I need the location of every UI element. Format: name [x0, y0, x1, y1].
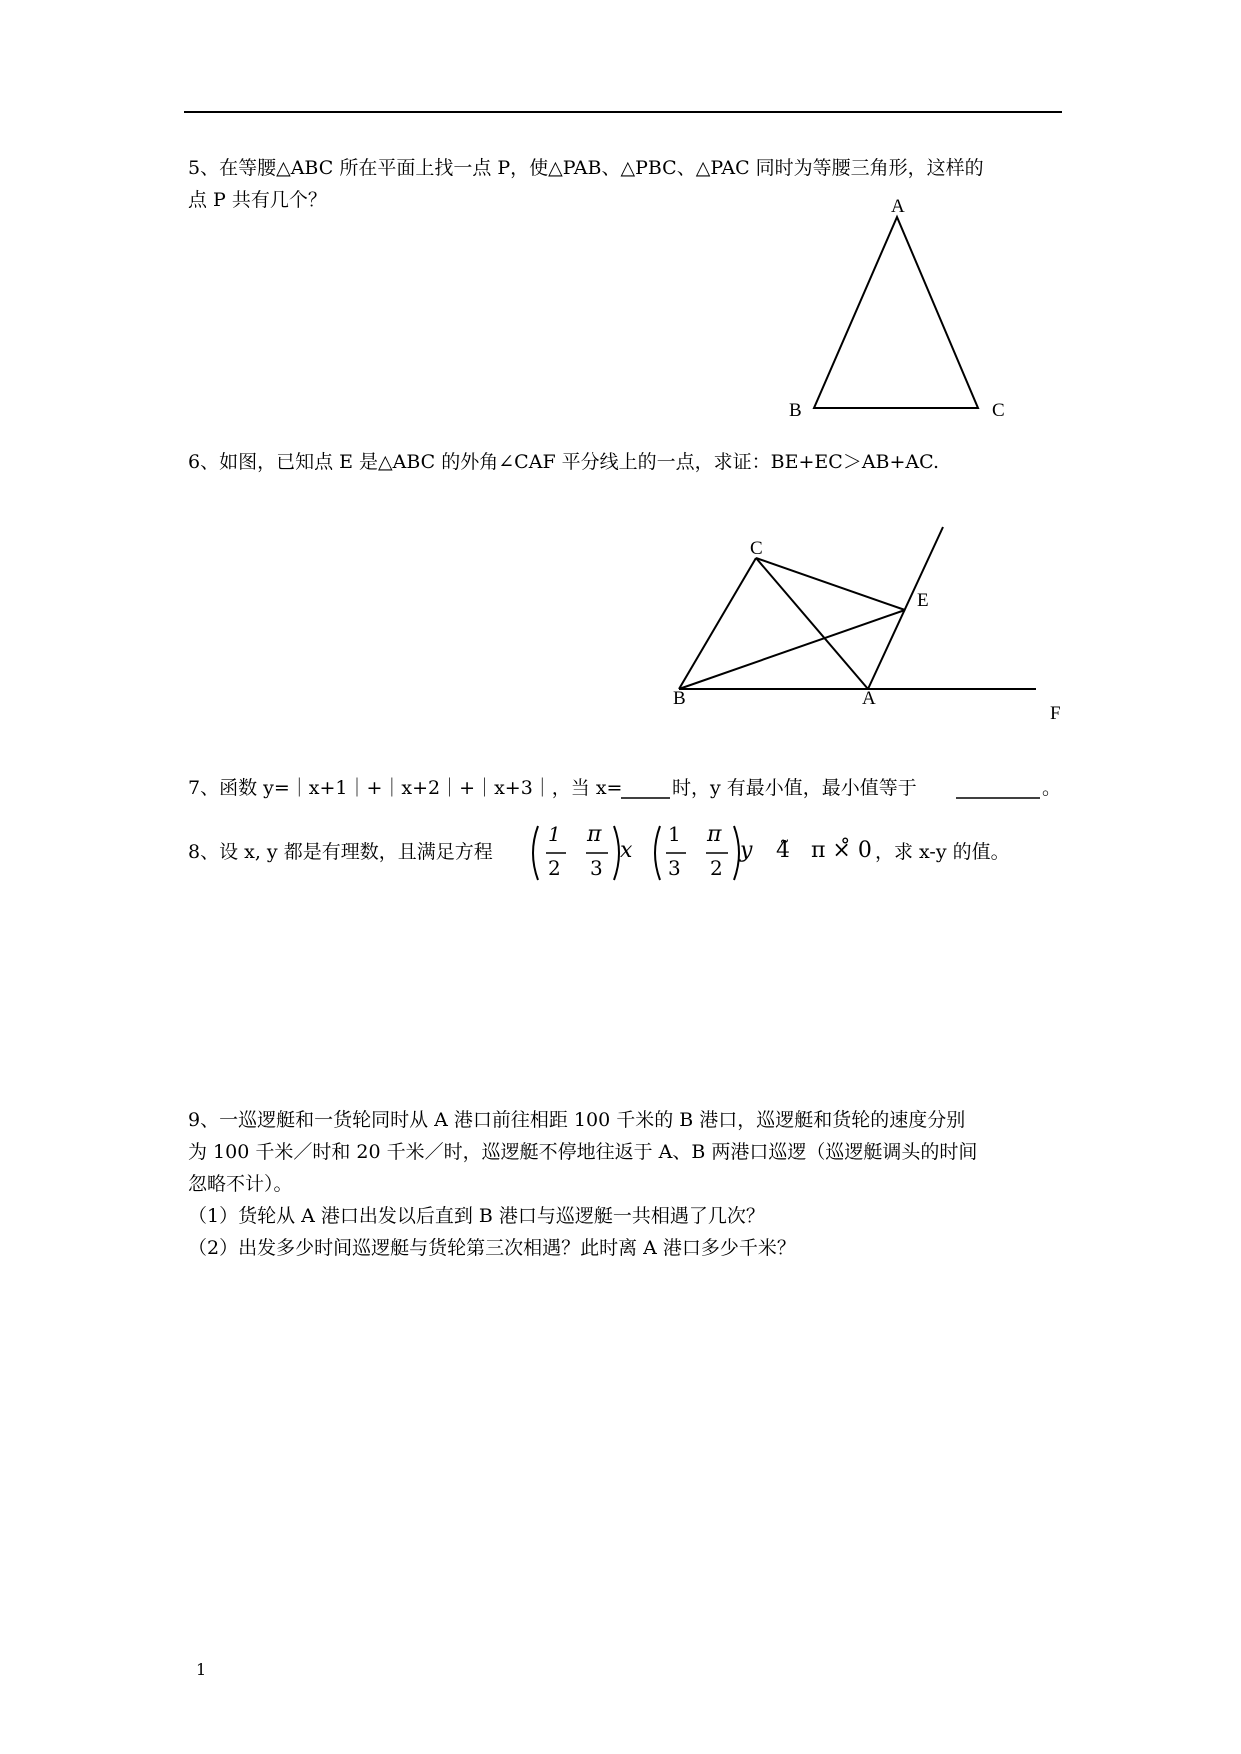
q6-figure [679, 527, 1036, 689]
q6-label-c: C [750, 538, 763, 559]
q8-prefix: 8、设 x, y 都是有理数，且满足方程 [188, 841, 493, 863]
q9-line2: 为 100 千米／时和 20 千米／时，巡逻艇不停地往返于 A、B 两港口巡逻（巡逻艇调头的时间 [188, 1141, 978, 1163]
q8-frac3-num: 1 [668, 822, 681, 846]
q8-frac4-num: π [707, 822, 722, 847]
q8-var-y: y [740, 838, 753, 863]
q9-sub1: （1）货轮从 A 港口出发以后直到 B 港口与巡逻艇一共相遇了几次？ [188, 1205, 765, 1227]
q6-label-e: E [917, 590, 929, 611]
q6-label-a: A [862, 688, 876, 709]
q8-frac2-num: π [587, 822, 602, 847]
q7-end: 。 [1042, 777, 1062, 799]
q5-line2: 点 P 共有几个？ [188, 189, 327, 211]
q6-line-bc [679, 558, 756, 689]
q9-line3: 忽略不计）。 [188, 1173, 293, 1195]
q6-label-b: B [673, 688, 686, 709]
q5-label-a: A [891, 196, 905, 217]
q8-var-x: x [620, 838, 633, 863]
q9-sub2: （2）出发多少时间巡逻艇与货轮第三次相遇？此时离 A 港口多少千米？ [188, 1237, 796, 1259]
q5-triangle [814, 217, 978, 408]
q8-frac3-den: 3 [668, 856, 681, 880]
q8-tail-glyphs: 4̃ π ×̊ 0 [776, 838, 872, 863]
q8-paren-right-2 [734, 826, 739, 880]
q9-line1: 9、一巡逻艇和一货轮同时从 A 港口前往相距 100 千米的 B 港口，巡逻艇和货轮的速度分别 [188, 1109, 966, 1131]
q5-label-b: B [789, 400, 802, 421]
q7-mid: 时，y 有最小值，最小值等于 [672, 777, 917, 799]
q6-text: 6、如图，已知点 E 是△ABC 的外角∠CAF 平分线上的一点，求证：BE+EC＞AB+AC. [188, 451, 940, 473]
q6-line-be [679, 610, 905, 689]
q7-prefix: 7、函数 y=｜x+1｜+｜x+2｜+｜x+3｜，当 x= [188, 777, 623, 799]
q8-frac2-den: 3 [590, 856, 603, 880]
page-number: 1 [196, 1660, 207, 1679]
q8-paren-right-1 [614, 826, 619, 880]
q5-label-c: C [992, 400, 1005, 421]
q6-line-bisector [868, 527, 943, 689]
q8-paren-left-2 [655, 826, 660, 880]
q6-label-f: F [1050, 703, 1061, 724]
q8-paren-left-1 [533, 826, 538, 880]
q8-frac1-den: 2 [548, 856, 561, 880]
q8-frac1-num: 1 [548, 822, 561, 846]
q8-frac4-den: 2 [710, 856, 723, 880]
q8-suffix: ，求 x-y 的值。 [875, 841, 1010, 863]
q5-line1: 5、在等腰△ABC 所在平面上找一点 P，使△PAB、△PBC、△PAC 同时为等腰三角形，这样的 [188, 157, 984, 179]
